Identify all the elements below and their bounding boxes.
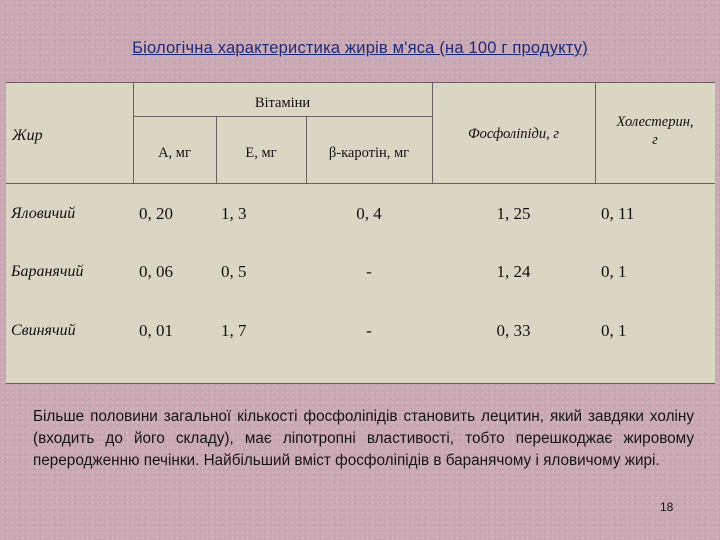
- cell-beta-carotene: -: [366, 321, 372, 340]
- cell-phospholipids: 1, 25: [496, 204, 531, 223]
- table-divider: [133, 116, 432, 117]
- cell-vitamin-a: 0, 20: [139, 204, 173, 223]
- row-name: Яловичий: [11, 205, 76, 222]
- header-beta-carotene: β-каротін, мг: [328, 145, 410, 161]
- row-name: Свинячий: [11, 322, 76, 339]
- header-vitamins: Вітаміни: [254, 95, 311, 111]
- page-number: 18: [660, 500, 674, 514]
- header-vitamin-a: А, мг: [158, 145, 191, 161]
- cell-vitamin-e: 1, 3: [221, 204, 247, 223]
- header-cholesterol: [595, 113, 715, 149]
- fat-characteristics-table: [6, 82, 715, 384]
- cell-cholesterol: 0, 11: [601, 204, 635, 223]
- cell-beta-carotene: -: [366, 262, 372, 281]
- cell-vitamin-a: 0, 01: [139, 321, 173, 340]
- slide-title: Біологічна характеристика жирів м'яса (на 100 г продукту): [132, 39, 588, 57]
- lecithin-paragraph: Більше половини загальної кількості фосфоліпідів становить лецитин, який завдяки холіну (входить до його складу), має ліпотропні властивості, тобто перешкоджає жировому переродженню печінки. Найбільший вміст фосфоліпідів в баранячому і яловичому жирі.: [33, 408, 694, 469]
- cell-phospholipids: 1, 24: [496, 262, 531, 281]
- cell-vitamin-e: 0, 5: [221, 262, 247, 281]
- cell-phospholipids: 0, 33: [496, 321, 531, 340]
- header-cholesterol-line2: г: [652, 132, 658, 148]
- table-divider: [6, 183, 715, 184]
- cell-cholesterol: 0, 1: [601, 262, 627, 281]
- cell-vitamin-a: 0, 06: [139, 262, 173, 281]
- cell-cholesterol: 0, 1: [601, 321, 627, 340]
- row-name: Баранячий: [11, 263, 84, 280]
- header-fat: Жир: [12, 127, 43, 144]
- cell-beta-carotene: 0, 4: [356, 204, 382, 223]
- cell-vitamin-e: 1, 7: [221, 321, 247, 340]
- header-cholesterol-line1: Холестерин,: [616, 114, 694, 130]
- header-vitamin-e: Е, мг: [245, 145, 277, 161]
- header-phospholipids: Фосфоліпіди, г: [467, 126, 560, 142]
